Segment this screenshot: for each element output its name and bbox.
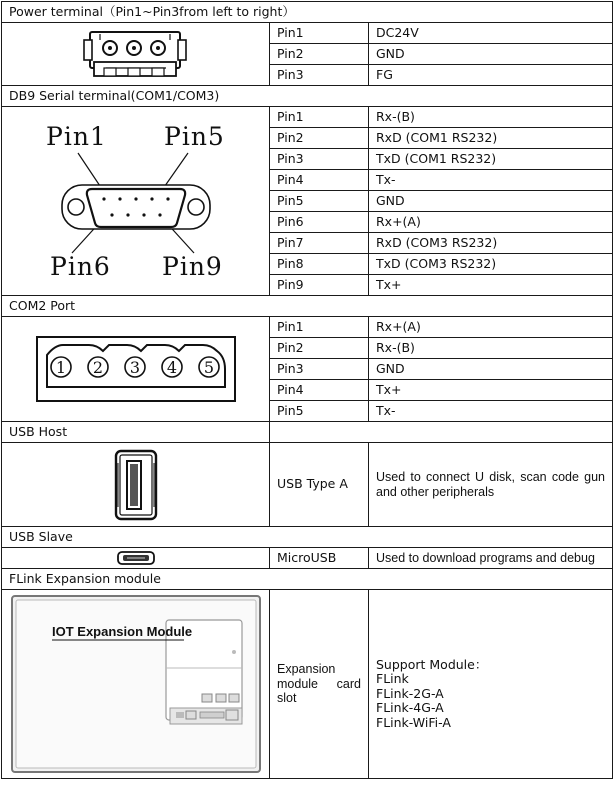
power-pin1-label: Pin1 <box>270 23 369 44</box>
flink-image-cell <box>2 590 270 779</box>
flink-slot-label-line1: Expansion <box>277 662 336 677</box>
usb-slave-heading: USB Slave <box>2 527 613 548</box>
db9-pin1-value: Rx-(B) <box>369 107 613 128</box>
power-terminal-heading: Power terminal（Pin1~Pin3from left to right） <box>2 2 613 23</box>
usb-type-a-port-image <box>106 449 166 521</box>
power-pin2-label: Pin2 <box>270 44 369 65</box>
com2-pin5-value: Tx- <box>369 401 613 422</box>
flink-slot-label-line2: module card <box>277 676 361 691</box>
db9-pin9-label: Pin9 <box>270 275 369 296</box>
flink-module-1: FLink <box>376 671 409 687</box>
flink-support-title: Support Module： <box>376 657 488 673</box>
flink-module-2: FLink-2G-A <box>376 685 444 701</box>
com2-pin5-label: Pin5 <box>270 401 369 422</box>
power-pin3-value: FG <box>369 65 613 86</box>
db9-pin7-value: RxD (COM3 RS232) <box>369 233 613 254</box>
micro-usb-port-image <box>116 550 156 566</box>
db9-label-pin1: Pin1 <box>45 122 107 151</box>
power-pin2-value: GND <box>369 44 613 65</box>
db9-pin7-label: Pin7 <box>270 233 369 254</box>
db9-pin3-value: TxD (COM1 RS232) <box>369 149 613 170</box>
db9-pin2-value: RxD (COM1 RS232) <box>369 128 613 149</box>
flink-module-4: FLink-WiFi-A <box>376 714 451 730</box>
com2-pin3-value: GND <box>369 359 613 380</box>
db9-pin6-value: Rx+(A) <box>369 212 613 233</box>
usb-host-description: Used to connect U disk, scan code gun and other peripherals <box>369 443 613 527</box>
power-pin1-value: DC24V <box>369 23 613 44</box>
db9-image-cell <box>2 107 270 296</box>
com2-heading: COM2 Port <box>2 296 613 317</box>
com2-pin2-value: Rx-(B) <box>369 338 613 359</box>
com2-terminal-3: 3 <box>129 358 140 377</box>
com2-pin4-label: Pin4 <box>270 380 369 401</box>
com2-image-cell <box>2 317 270 422</box>
db9-pin9-value: Tx+ <box>369 275 613 296</box>
flink-slot-label <box>270 590 369 779</box>
usb-host-type: USB Type A <box>270 443 369 527</box>
com2-terminal-5: 5 <box>203 358 214 377</box>
usb-host-heading: USB Host <box>2 422 270 443</box>
com2-pin1-value: Rx+(A) <box>369 317 613 338</box>
flink-image-label: IOT Expansion Module <box>51 624 192 639</box>
db9-pin4-label: Pin4 <box>270 170 369 191</box>
com2-pin2-label: Pin2 <box>270 338 369 359</box>
pinout-table <box>1 1 613 779</box>
db9-pin5-label: Pin5 <box>270 191 369 212</box>
com2-pin1-label: Pin1 <box>270 317 369 338</box>
db9-label-pin6: Pin6 <box>49 252 111 281</box>
db9-label-pin9: Pin9 <box>161 252 223 281</box>
com2-pin3-label: Pin3 <box>270 359 369 380</box>
power-terminal-image-cell <box>2 23 270 86</box>
power-terminal-connector-image <box>76 26 196 82</box>
flink-heading: FLink Expansion module <box>2 569 613 590</box>
db9-connector-diagram <box>36 111 236 291</box>
com2-terminal-2: 2 <box>92 358 103 377</box>
db9-pin6-label: Pin6 <box>270 212 369 233</box>
db9-pin4-value: Tx- <box>369 170 613 191</box>
db9-pin8-value: TxD (COM3 RS232) <box>369 254 613 275</box>
usb-slave-type: MicroUSB <box>270 548 369 569</box>
flink-slot-label-line3: slot <box>277 691 297 706</box>
db9-pin8-label: Pin8 <box>270 254 369 275</box>
usb-slave-image-cell <box>2 548 270 569</box>
db9-pin5-value: GND <box>369 191 613 212</box>
iot-expansion-module-image <box>10 594 262 774</box>
com2-terminal-1: 1 <box>55 358 66 377</box>
db9-pin1-label: Pin1 <box>270 107 369 128</box>
flink-support-cell <box>369 590 613 779</box>
com2-terminal-block-image <box>31 329 241 409</box>
com2-terminal-4: 4 <box>166 358 177 377</box>
usb-host-heading-empty <box>270 422 613 443</box>
db9-pin3-label: Pin3 <box>270 149 369 170</box>
com2-pin4-value: Tx+ <box>369 380 613 401</box>
usb-host-image-cell <box>2 443 270 527</box>
db9-heading: DB9 Serial terminal(COM1/COM3) <box>2 86 613 107</box>
power-pin3-label: Pin3 <box>270 65 369 86</box>
flink-module-3: FLink-4G-A <box>376 700 444 716</box>
usb-slave-description: Used to download programs and debug <box>369 548 613 569</box>
db9-pin2-label: Pin2 <box>270 128 369 149</box>
db9-label-pin5: Pin5 <box>163 122 225 151</box>
